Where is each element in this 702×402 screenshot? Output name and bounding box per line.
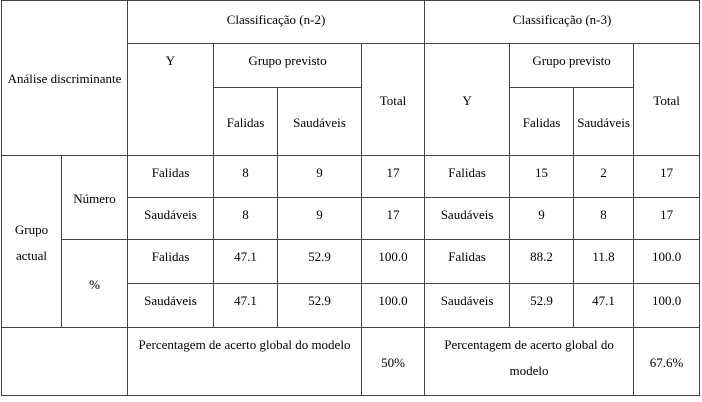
y-header-right: Y bbox=[425, 44, 510, 156]
col-saudaveis-left: Saudáveis bbox=[278, 88, 362, 156]
row-label-numero: Número bbox=[62, 156, 128, 240]
cell-value: 47.1 bbox=[214, 284, 278, 328]
col-falidas-left: Falidas bbox=[214, 88, 278, 156]
corner-label: Análise discriminante bbox=[2, 1, 128, 156]
cell-y: Falidas bbox=[425, 240, 510, 284]
table-row bbox=[2, 156, 700, 198]
predicted-group-header-left: Grupo previsto bbox=[214, 44, 362, 88]
cell-y: Saudáveis bbox=[425, 198, 510, 240]
cell-y: Saudáveis bbox=[425, 284, 510, 328]
cell-value: 9 bbox=[510, 198, 574, 240]
classification-left-header: Classificação (n-2) bbox=[128, 1, 425, 44]
cell-y: Falidas bbox=[128, 240, 214, 284]
col-saudaveis-right: Saudáveis bbox=[574, 88, 634, 156]
footer-left-label: Percentagem de acerto global do modelo bbox=[128, 328, 362, 396]
cell-value: 88.2 bbox=[510, 240, 574, 284]
footer-empty-cell bbox=[2, 328, 128, 396]
cell-value: 8 bbox=[214, 198, 278, 240]
cell-value: 52.9 bbox=[510, 284, 574, 328]
footer-right-value: 67.6% bbox=[634, 328, 700, 396]
cell-value: 2 bbox=[574, 156, 634, 198]
cell-value: 15 bbox=[510, 156, 574, 198]
cell-total: 17 bbox=[634, 198, 700, 240]
group-label: Grupo actual bbox=[2, 156, 62, 328]
cell-y: Saudáveis bbox=[128, 284, 214, 328]
cell-total: 17 bbox=[362, 156, 425, 198]
cell-y: Falidas bbox=[128, 156, 214, 198]
classification-right-header: Classificação (n-3) bbox=[425, 1, 700, 44]
predicted-group-header-right: Grupo previsto bbox=[510, 44, 634, 88]
cell-value: 47.1 bbox=[574, 284, 634, 328]
row-label-percent: % bbox=[62, 240, 128, 328]
table-row bbox=[2, 240, 700, 284]
cell-value: 8 bbox=[214, 156, 278, 198]
cell-value: 8 bbox=[574, 198, 634, 240]
cell-total: 17 bbox=[634, 156, 700, 198]
total-header-left: Total bbox=[362, 44, 425, 156]
cell-value: 52.9 bbox=[278, 240, 362, 284]
cell-y: Falidas bbox=[425, 156, 510, 198]
discriminant-analysis-table bbox=[1, 0, 700, 396]
total-header-right: Total bbox=[634, 44, 700, 156]
cell-total: 17 bbox=[362, 198, 425, 240]
y-header-left: Y bbox=[128, 44, 214, 156]
cell-value: 9 bbox=[278, 156, 362, 198]
cell-value: 11.8 bbox=[574, 240, 634, 284]
cell-total: 100.0 bbox=[634, 240, 700, 284]
cell-total: 100.0 bbox=[634, 284, 700, 328]
footer-right-label: Percentagem de acerto global do modelo bbox=[425, 328, 634, 396]
col-falidas-right: Falidas bbox=[510, 88, 574, 156]
cell-total: 100.0 bbox=[362, 240, 425, 284]
cell-value: 47.1 bbox=[214, 240, 278, 284]
cell-total: 100.0 bbox=[362, 284, 425, 328]
cell-value: 9 bbox=[278, 198, 362, 240]
cell-value: 52.9 bbox=[278, 284, 362, 328]
cell-y: Saudáveis bbox=[128, 198, 214, 240]
footer-row bbox=[2, 328, 700, 396]
footer-left-value: 50% bbox=[362, 328, 425, 396]
